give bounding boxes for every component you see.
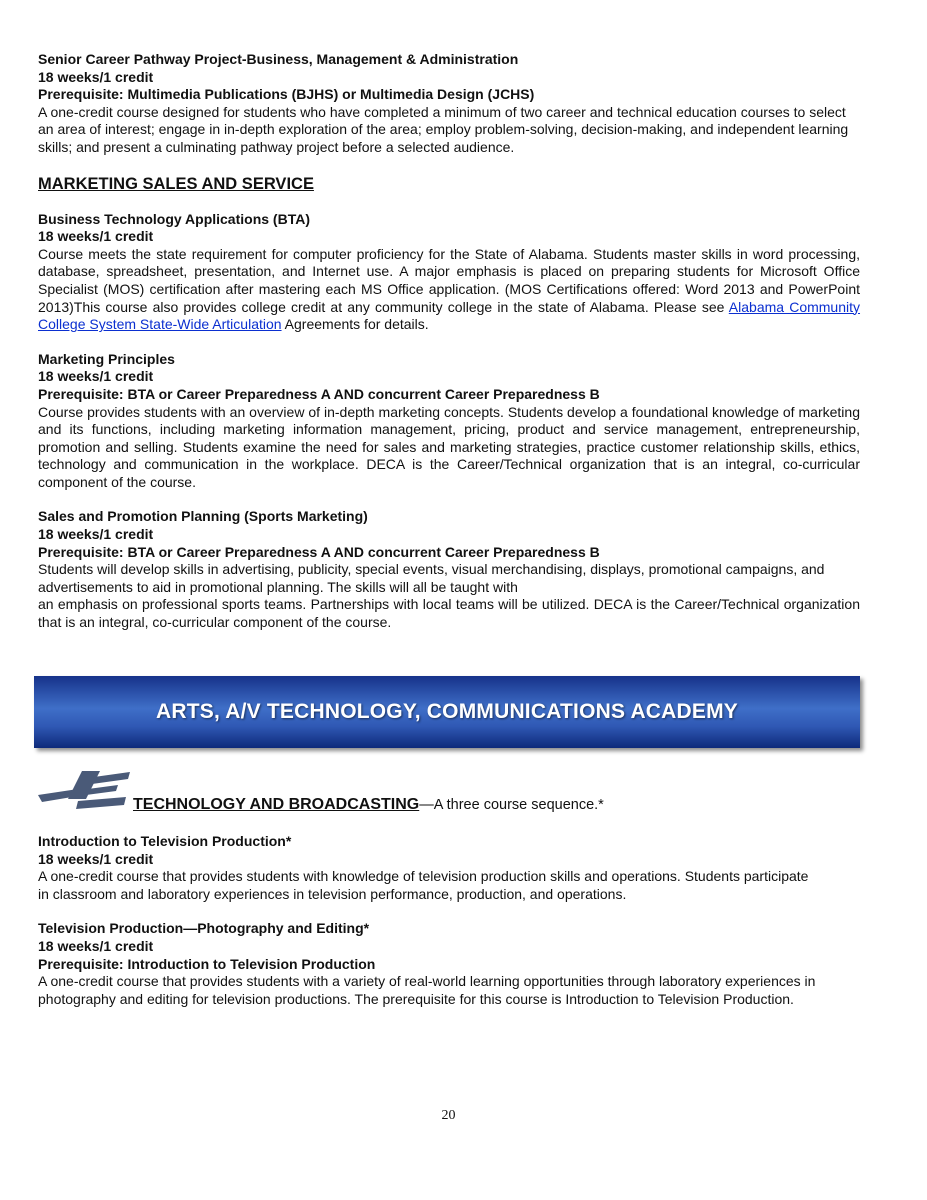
course-title: Business Technology Applications (BTA) [38,210,310,227]
technology-subheading: —A three course sequence.* [419,797,604,813]
course-duration: 18 weeks/1 credit [38,68,154,85]
course-description [38,246,860,334]
course-prerequisite: Prerequisite: BTA or Career Preparedness A AND concurrent Career Preparedness B [38,385,600,402]
academy-banner [34,676,860,748]
course-duration: 18 weeks/1 credit [38,850,154,867]
course-sales-promotion [38,508,860,631]
course-description: A one-credit course designed for students who have completed a minimum of two career and technical education courses to select an area of interest; engage in in-depth exploration of the area; employ problem-solving, decision-making, and independent learning skills; and present a culminating pathway project before a selected audience. [38,103,849,155]
course-description-line2: an emphasis on professional sports teams. Partnerships with local teams will be utilized. DECA is the Career/Technical organization that is an integral, co-curricular component of the course. [38,596,860,631]
course-description: A one-credit course that provides students with a variety of real-world learning opportunities through laboratory experiences in photography and editing for television productions. The prerequisite for this course is Introduction to Television Production. [38,973,816,1007]
course-bta [38,211,860,334]
section-heading-marketing: MARKETING SALES AND SERVICE [38,174,314,193]
description-text: Course meets the state requirement for computer proficiency for the State of Alabama. Students master skills in word processing, database, spreadsheet, presentation, and Internet use. A major emphasis is placed on preparing students for Microsoft Office Specialist (MOS) certification after mastering each MS Office application. (MOS Certifications offered: Word 2013 and PowerPoint 2013)This course also provides college credit at any community college in the state of Alabama. Please see [38,245,860,315]
course-title: Senior Career Pathway Project-Business, Management & Administration [38,51,519,67]
course-title: Introduction to Television Production* [38,833,292,849]
course-duration: 18 weeks/1 credit [38,228,154,245]
course-description: A one-credit course that provides students with knowledge of television production skills and operations. Students participate in classroom and laboratory experiences in television performance, production, and operations. [38,868,809,902]
course-title: Television Production—Photography and Editing* [38,920,370,937]
articulation-link[interactable]: Alabama Community College System State-Wide Articulation [38,298,861,333]
course-prerequisite: Prerequisite: BTA or Career Preparedness A AND concurrent Career Preparedness B [38,543,600,560]
technology-courses [38,833,860,1025]
course-senior-career-pathway [38,51,860,157]
page-number: 20 [441,1108,456,1123]
course-duration: 18 weeks/1 credit [38,368,154,385]
course-tv-photography [38,920,860,1008]
course-description-line1: Students will develop skills in advertising, publicity, special events, visual merchandising, displays, promotional campaigns, and advertisements to aid in promotional planning. The skills will all be taught with [38,561,825,595]
course-prerequisite: Prerequisite: Multimedia Publications (BJHS) or Multimedia Design (JCHS) [38,86,535,103]
course-title: Sales and Promotion Planning (Sports Marketing) [38,508,368,525]
course-marketing-principles [38,351,860,492]
course-intro-tv [38,833,860,903]
course-title: Marketing Principles [38,350,175,367]
course-duration: 18 weeks/1 credit [38,526,154,543]
academy-banner-title: ARTS, A/V TECHNOLOGY, COMMUNICATIONS ACADEMY [155,700,739,723]
technology-heading-text: TECHNOLOGY AND BROADCASTING [133,796,420,813]
description-text-end: Agreements for details. [281,316,429,333]
document-body [38,51,860,649]
course-description: Course provides students with an overview of in-depth marketing concepts. Students develop a foundational knowledge of marketing and its functions, including marketing information management, pricing, product and service management, entrepreneurship, promotion and selling. Students examine the need for sales and marketing strategies, practice customer relationship skills, ethics, technology and communication in the workplace. DECA is the Career/Technical organization that is an integral, co-curricular component of the course. [38,403,860,490]
broadcasting-logo-icon [38,769,130,811]
course-duration: 18 weeks/1 credit [38,937,154,954]
course-prerequisite: Prerequisite: Introduction to Television Production [38,955,376,972]
technology-section-heading [133,796,604,814]
